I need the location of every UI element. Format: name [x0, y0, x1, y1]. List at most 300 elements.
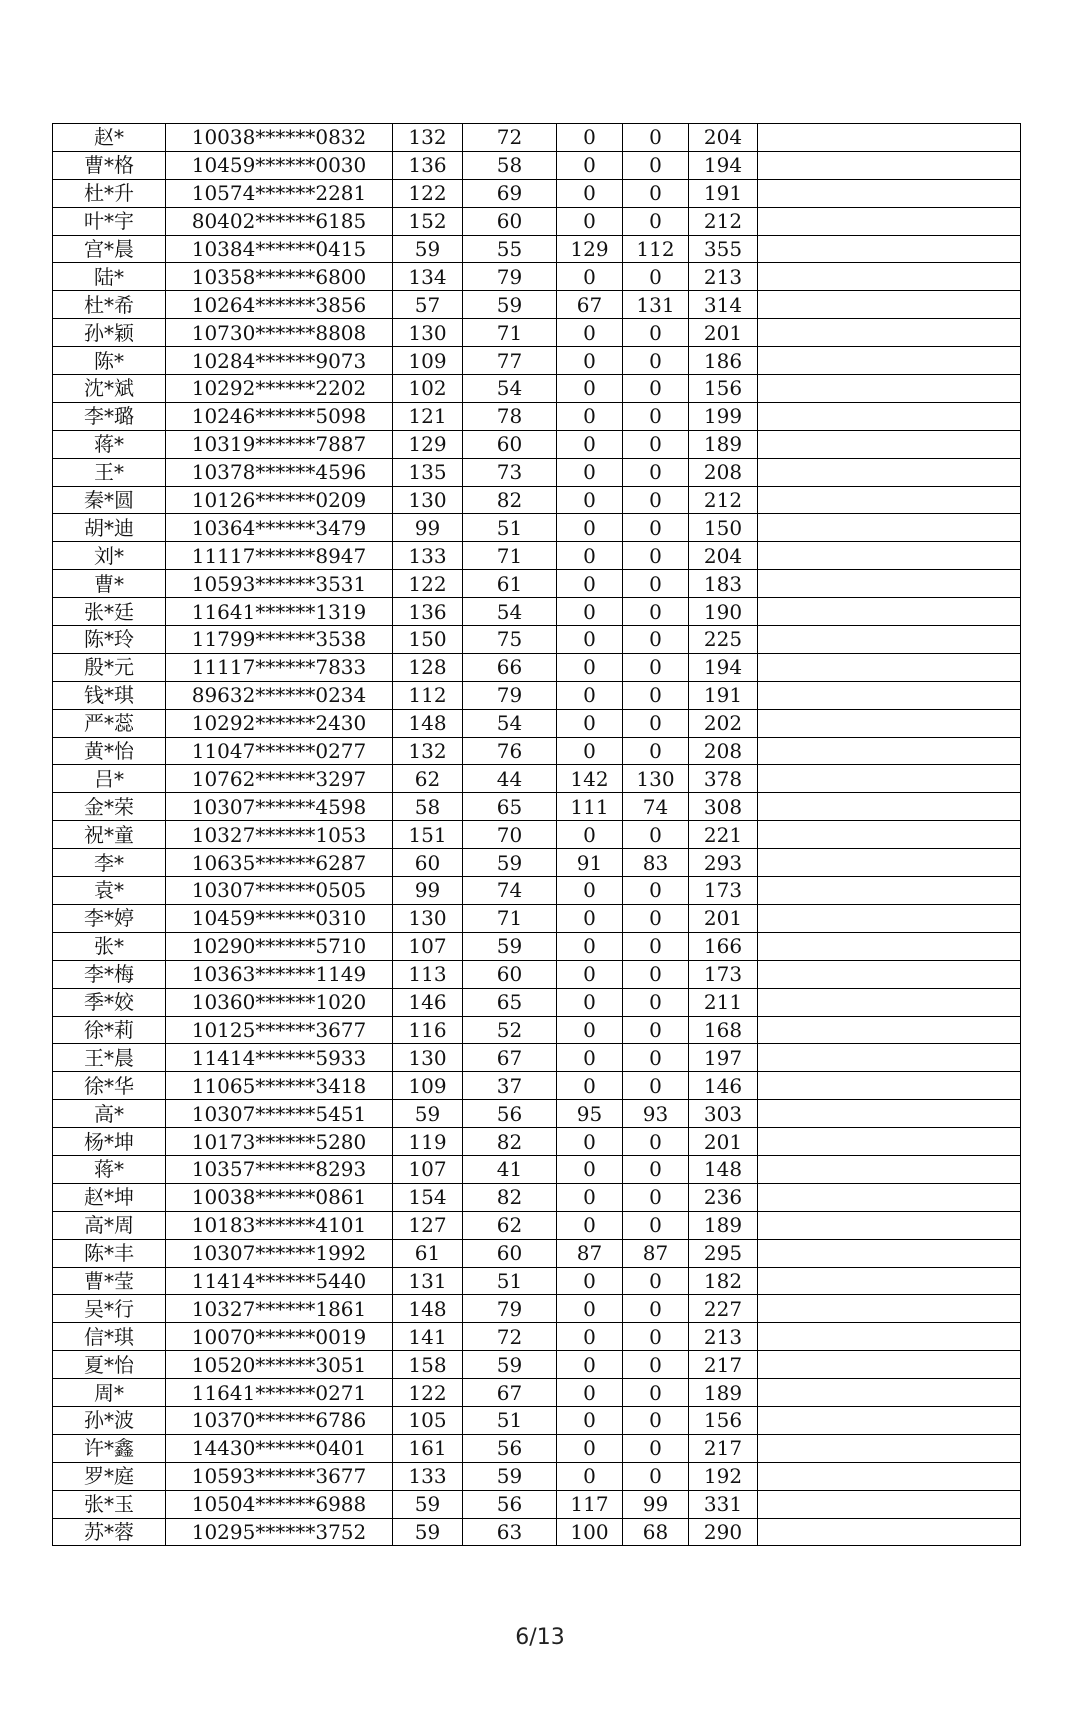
table-row [53, 849, 1021, 877]
total-cell: 208 [689, 458, 758, 486]
remark-cell [758, 1434, 1021, 1462]
score1-cell: 61 [393, 1239, 463, 1267]
id-cell: 11047******0277 [166, 737, 393, 765]
table-row [53, 877, 1021, 905]
score1-cell: 60 [393, 849, 463, 877]
remark-cell [758, 1155, 1021, 1183]
score4-cell: 0 [623, 458, 689, 486]
remark-cell [758, 1128, 1021, 1156]
score1-cell: 122 [393, 179, 463, 207]
score-table [52, 123, 1021, 1546]
remark-cell [758, 514, 1021, 542]
total-cell: 186 [689, 347, 758, 375]
remark-cell [758, 681, 1021, 709]
score1-cell: 128 [393, 653, 463, 681]
remark-cell [758, 1351, 1021, 1379]
score4-cell: 74 [623, 793, 689, 821]
score1-cell: 152 [393, 207, 463, 235]
score4-cell: 99 [623, 1490, 689, 1518]
remark-cell [758, 235, 1021, 263]
score2-cell: 51 [463, 1267, 557, 1295]
score2-cell: 79 [463, 263, 557, 291]
id-cell: 10762******3297 [166, 765, 393, 793]
score2-cell: 70 [463, 821, 557, 849]
remark-cell [758, 1183, 1021, 1211]
score1-cell: 150 [393, 626, 463, 654]
id-cell: 10246******5098 [166, 402, 393, 430]
score2-cell: 67 [463, 1044, 557, 1072]
score4-cell: 0 [623, 542, 689, 570]
id-cell: 11065******3418 [166, 1072, 393, 1100]
table-row [53, 514, 1021, 542]
name-cell: 王* [53, 458, 166, 486]
id-cell: 11414******5933 [166, 1044, 393, 1072]
remark-cell [758, 598, 1021, 626]
score2-cell: 54 [463, 709, 557, 737]
score1-cell: 116 [393, 1016, 463, 1044]
score4-cell: 0 [623, 151, 689, 179]
name-cell: 叶*宇 [53, 207, 166, 235]
total-cell: 192 [689, 1462, 758, 1490]
score4-cell: 0 [623, 179, 689, 207]
table-row [53, 1044, 1021, 1072]
score4-cell: 130 [623, 765, 689, 793]
score1-cell: 105 [393, 1406, 463, 1434]
total-cell: 355 [689, 235, 758, 263]
table-row [53, 1072, 1021, 1100]
score2-cell: 62 [463, 1211, 557, 1239]
name-cell: 钱*琪 [53, 681, 166, 709]
score4-cell: 0 [623, 1462, 689, 1490]
score2-cell: 44 [463, 765, 557, 793]
name-cell: 殷*元 [53, 653, 166, 681]
table-body [53, 124, 1021, 1546]
name-cell: 严*蕊 [53, 709, 166, 737]
score1-cell: 122 [393, 570, 463, 598]
total-cell: 146 [689, 1072, 758, 1100]
table-row [53, 1183, 1021, 1211]
remark-cell [758, 263, 1021, 291]
score4-cell: 0 [623, 375, 689, 403]
table-row [53, 430, 1021, 458]
score4-cell: 0 [623, 1155, 689, 1183]
id-cell: 80402******6185 [166, 207, 393, 235]
table-row [53, 151, 1021, 179]
score4-cell: 83 [623, 849, 689, 877]
score2-cell: 37 [463, 1072, 557, 1100]
table-row [53, 1239, 1021, 1267]
score2-cell: 79 [463, 681, 557, 709]
remark-cell [758, 709, 1021, 737]
score4-cell: 0 [623, 207, 689, 235]
score1-cell: 151 [393, 821, 463, 849]
score1-cell: 112 [393, 681, 463, 709]
score3-cell: 0 [557, 653, 623, 681]
score3-cell: 91 [557, 849, 623, 877]
score4-cell: 0 [623, 319, 689, 347]
name-cell: 赵* [53, 124, 166, 152]
score2-cell: 72 [463, 124, 557, 152]
remark-cell [758, 402, 1021, 430]
score3-cell: 0 [557, 1351, 623, 1379]
score3-cell: 117 [557, 1490, 623, 1518]
score4-cell: 0 [623, 570, 689, 598]
id-cell: 10730******8808 [166, 319, 393, 347]
score3-cell: 0 [557, 821, 623, 849]
score3-cell: 0 [557, 737, 623, 765]
name-cell: 张*玉 [53, 1490, 166, 1518]
remark-cell [758, 821, 1021, 849]
total-cell: 201 [689, 319, 758, 347]
score4-cell: 87 [623, 1239, 689, 1267]
total-cell: 189 [689, 1379, 758, 1407]
score1-cell: 134 [393, 263, 463, 291]
id-cell: 10307******0505 [166, 877, 393, 905]
score4-cell: 0 [623, 904, 689, 932]
score3-cell: 0 [557, 375, 623, 403]
total-cell: 166 [689, 932, 758, 960]
total-cell: 378 [689, 765, 758, 793]
total-cell: 225 [689, 626, 758, 654]
total-cell: 190 [689, 598, 758, 626]
remark-cell [758, 1239, 1021, 1267]
id-cell: 10364******3479 [166, 514, 393, 542]
id-cell: 10459******0310 [166, 904, 393, 932]
name-cell: 陈*玲 [53, 626, 166, 654]
name-cell: 秦*圆 [53, 486, 166, 514]
score1-cell: 132 [393, 737, 463, 765]
score2-cell: 77 [463, 347, 557, 375]
id-cell: 10038******0861 [166, 1183, 393, 1211]
score4-cell: 0 [623, 486, 689, 514]
id-cell: 11117******7833 [166, 653, 393, 681]
score1-cell: 131 [393, 1267, 463, 1295]
total-cell: 293 [689, 849, 758, 877]
score2-cell: 59 [463, 932, 557, 960]
score1-cell: 141 [393, 1323, 463, 1351]
name-cell: 陈* [53, 347, 166, 375]
total-cell: 303 [689, 1100, 758, 1128]
table-row [53, 1434, 1021, 1462]
table-row [53, 124, 1021, 152]
score4-cell: 93 [623, 1100, 689, 1128]
table-row [53, 291, 1021, 319]
score1-cell: 99 [393, 877, 463, 905]
total-cell: 183 [689, 570, 758, 598]
total-cell: 212 [689, 486, 758, 514]
score2-cell: 82 [463, 1128, 557, 1156]
score2-cell: 73 [463, 458, 557, 486]
score4-cell: 0 [623, 960, 689, 988]
total-cell: 295 [689, 1239, 758, 1267]
name-cell: 张*廷 [53, 598, 166, 626]
table-row [53, 904, 1021, 932]
table-row [53, 207, 1021, 235]
name-cell: 许*鑫 [53, 1434, 166, 1462]
remark-cell [758, 793, 1021, 821]
score1-cell: 130 [393, 1044, 463, 1072]
score2-cell: 59 [463, 849, 557, 877]
name-cell: 曹*格 [53, 151, 166, 179]
score4-cell: 0 [623, 598, 689, 626]
name-cell: 高*周 [53, 1211, 166, 1239]
name-cell: 宫*晨 [53, 235, 166, 263]
id-cell: 11641******1319 [166, 598, 393, 626]
table-row [53, 765, 1021, 793]
score1-cell: 148 [393, 1295, 463, 1323]
name-cell: 黄*怡 [53, 737, 166, 765]
score3-cell: 0 [557, 1434, 623, 1462]
remark-cell [758, 319, 1021, 347]
total-cell: 191 [689, 681, 758, 709]
score1-cell: 59 [393, 1100, 463, 1128]
remark-cell [758, 375, 1021, 403]
score3-cell: 0 [557, 1462, 623, 1490]
score2-cell: 71 [463, 904, 557, 932]
remark-cell [758, 542, 1021, 570]
total-cell: 217 [689, 1351, 758, 1379]
score1-cell: 130 [393, 486, 463, 514]
table-row [53, 1100, 1021, 1128]
name-cell: 赵*坤 [53, 1183, 166, 1211]
score2-cell: 69 [463, 179, 557, 207]
id-cell: 10363******1149 [166, 960, 393, 988]
remark-cell [758, 430, 1021, 458]
score3-cell: 0 [557, 1406, 623, 1434]
id-cell: 10070******0019 [166, 1323, 393, 1351]
score2-cell: 59 [463, 1351, 557, 1379]
table-row [53, 1490, 1021, 1518]
score2-cell: 54 [463, 375, 557, 403]
table-row [53, 486, 1021, 514]
total-cell: 199 [689, 402, 758, 430]
name-cell: 李*婷 [53, 904, 166, 932]
score2-cell: 52 [463, 1016, 557, 1044]
remark-cell [758, 1267, 1021, 1295]
total-cell: 197 [689, 1044, 758, 1072]
name-cell: 袁* [53, 877, 166, 905]
name-cell: 李*梅 [53, 960, 166, 988]
score2-cell: 59 [463, 1462, 557, 1490]
score2-cell: 71 [463, 319, 557, 347]
remark-cell [758, 347, 1021, 375]
score3-cell: 0 [557, 402, 623, 430]
score2-cell: 82 [463, 486, 557, 514]
total-cell: 213 [689, 1323, 758, 1351]
score1-cell: 129 [393, 430, 463, 458]
score2-cell: 55 [463, 235, 557, 263]
id-cell: 10520******3051 [166, 1351, 393, 1379]
score1-cell: 136 [393, 598, 463, 626]
score1-cell: 135 [393, 458, 463, 486]
total-cell: 290 [689, 1518, 758, 1546]
score3-cell: 0 [557, 681, 623, 709]
name-cell: 吕* [53, 765, 166, 793]
score1-cell: 158 [393, 1351, 463, 1379]
score4-cell: 0 [623, 877, 689, 905]
score4-cell: 0 [623, 1267, 689, 1295]
score4-cell: 131 [623, 291, 689, 319]
score1-cell: 133 [393, 542, 463, 570]
score3-cell: 0 [557, 1323, 623, 1351]
score3-cell: 0 [557, 1295, 623, 1323]
score3-cell: 0 [557, 207, 623, 235]
id-cell: 10292******2202 [166, 375, 393, 403]
score4-cell: 0 [623, 709, 689, 737]
table-row [53, 347, 1021, 375]
score3-cell: 0 [557, 542, 623, 570]
score1-cell: 130 [393, 319, 463, 347]
score1-cell: 130 [393, 904, 463, 932]
table-row [53, 1351, 1021, 1379]
score4-cell: 0 [623, 1323, 689, 1351]
id-cell: 10357******8293 [166, 1155, 393, 1183]
name-cell: 杨*坤 [53, 1128, 166, 1156]
score3-cell: 142 [557, 765, 623, 793]
remark-cell [758, 1518, 1021, 1546]
remark-cell [758, 458, 1021, 486]
id-cell: 10319******7887 [166, 430, 393, 458]
score3-cell: 0 [557, 598, 623, 626]
table-row [53, 653, 1021, 681]
score3-cell: 0 [557, 151, 623, 179]
id-cell: 10378******4596 [166, 458, 393, 486]
table-row [53, 1406, 1021, 1434]
score2-cell: 66 [463, 653, 557, 681]
score1-cell: 59 [393, 1518, 463, 1546]
score1-cell: 133 [393, 1462, 463, 1490]
score4-cell: 0 [623, 1406, 689, 1434]
score4-cell: 0 [623, 626, 689, 654]
score2-cell: 51 [463, 1406, 557, 1434]
id-cell: 10593******3531 [166, 570, 393, 598]
table-row [53, 932, 1021, 960]
name-cell: 季*姣 [53, 988, 166, 1016]
total-cell: 221 [689, 821, 758, 849]
remark-cell [758, 1379, 1021, 1407]
score1-cell: 122 [393, 1379, 463, 1407]
remark-cell [758, 765, 1021, 793]
name-cell: 高* [53, 1100, 166, 1128]
score4-cell: 68 [623, 1518, 689, 1546]
score4-cell: 0 [623, 1044, 689, 1072]
total-cell: 236 [689, 1183, 758, 1211]
remark-cell [758, 849, 1021, 877]
score2-cell: 76 [463, 737, 557, 765]
score1-cell: 161 [393, 1434, 463, 1462]
id-cell: 10504******6988 [166, 1490, 393, 1518]
score2-cell: 60 [463, 430, 557, 458]
remark-cell [758, 1490, 1021, 1518]
table-row [53, 542, 1021, 570]
name-cell: 曹* [53, 570, 166, 598]
table-row [53, 1518, 1021, 1546]
total-cell: 331 [689, 1490, 758, 1518]
score3-cell: 0 [557, 514, 623, 542]
table-row [53, 821, 1021, 849]
id-cell: 10292******2430 [166, 709, 393, 737]
score3-cell: 0 [557, 319, 623, 347]
remark-cell [758, 1323, 1021, 1351]
score4-cell: 0 [623, 1434, 689, 1462]
remark-cell [758, 960, 1021, 988]
score3-cell: 0 [557, 904, 623, 932]
id-cell: 10307******4598 [166, 793, 393, 821]
total-cell: 168 [689, 1016, 758, 1044]
id-cell: 10125******3677 [166, 1016, 393, 1044]
score1-cell: 57 [393, 291, 463, 319]
score1-cell: 59 [393, 1490, 463, 1518]
id-cell: 10264******3856 [166, 291, 393, 319]
score1-cell: 109 [393, 1072, 463, 1100]
table-row [53, 960, 1021, 988]
score3-cell: 0 [557, 124, 623, 152]
name-cell: 孙*波 [53, 1406, 166, 1434]
id-cell: 11641******0271 [166, 1379, 393, 1407]
score2-cell: 59 [463, 291, 557, 319]
table-row [53, 626, 1021, 654]
remark-cell [758, 1462, 1021, 1490]
remark-cell [758, 1295, 1021, 1323]
id-cell: 10358******6800 [166, 263, 393, 291]
table-row [53, 1211, 1021, 1239]
score4-cell: 0 [623, 1351, 689, 1379]
score2-cell: 65 [463, 988, 557, 1016]
score4-cell: 0 [623, 402, 689, 430]
table-row [53, 1016, 1021, 1044]
id-cell: 10307******5451 [166, 1100, 393, 1128]
name-cell: 李* [53, 849, 166, 877]
id-cell: 10593******3677 [166, 1462, 393, 1490]
name-cell: 罗*庭 [53, 1462, 166, 1490]
score3-cell: 0 [557, 988, 623, 1016]
score4-cell: 0 [623, 124, 689, 152]
total-cell: 202 [689, 709, 758, 737]
total-cell: 194 [689, 653, 758, 681]
id-cell: 10360******1020 [166, 988, 393, 1016]
name-cell: 夏*怡 [53, 1351, 166, 1379]
score3-cell: 0 [557, 486, 623, 514]
total-cell: 182 [689, 1267, 758, 1295]
score3-cell: 0 [557, 960, 623, 988]
id-cell: 10327******1861 [166, 1295, 393, 1323]
score2-cell: 65 [463, 793, 557, 821]
remark-cell [758, 124, 1021, 152]
score3-cell: 100 [557, 1518, 623, 1546]
remark-cell [758, 291, 1021, 319]
remark-cell [758, 1016, 1021, 1044]
total-cell: 156 [689, 1406, 758, 1434]
total-cell: 201 [689, 904, 758, 932]
score1-cell: 62 [393, 765, 463, 793]
total-cell: 227 [689, 1295, 758, 1323]
name-cell: 刘* [53, 542, 166, 570]
id-cell: 10307******1992 [166, 1239, 393, 1267]
score2-cell: 60 [463, 960, 557, 988]
score3-cell: 0 [557, 626, 623, 654]
score3-cell: 0 [557, 570, 623, 598]
score3-cell: 111 [557, 793, 623, 821]
id-cell: 10284******9073 [166, 347, 393, 375]
score2-cell: 75 [463, 626, 557, 654]
id-cell: 11799******3538 [166, 626, 393, 654]
score1-cell: 107 [393, 932, 463, 960]
remark-cell [758, 737, 1021, 765]
name-cell: 徐*华 [53, 1072, 166, 1100]
remark-cell [758, 207, 1021, 235]
name-cell: 周* [53, 1379, 166, 1407]
score1-cell: 119 [393, 1128, 463, 1156]
